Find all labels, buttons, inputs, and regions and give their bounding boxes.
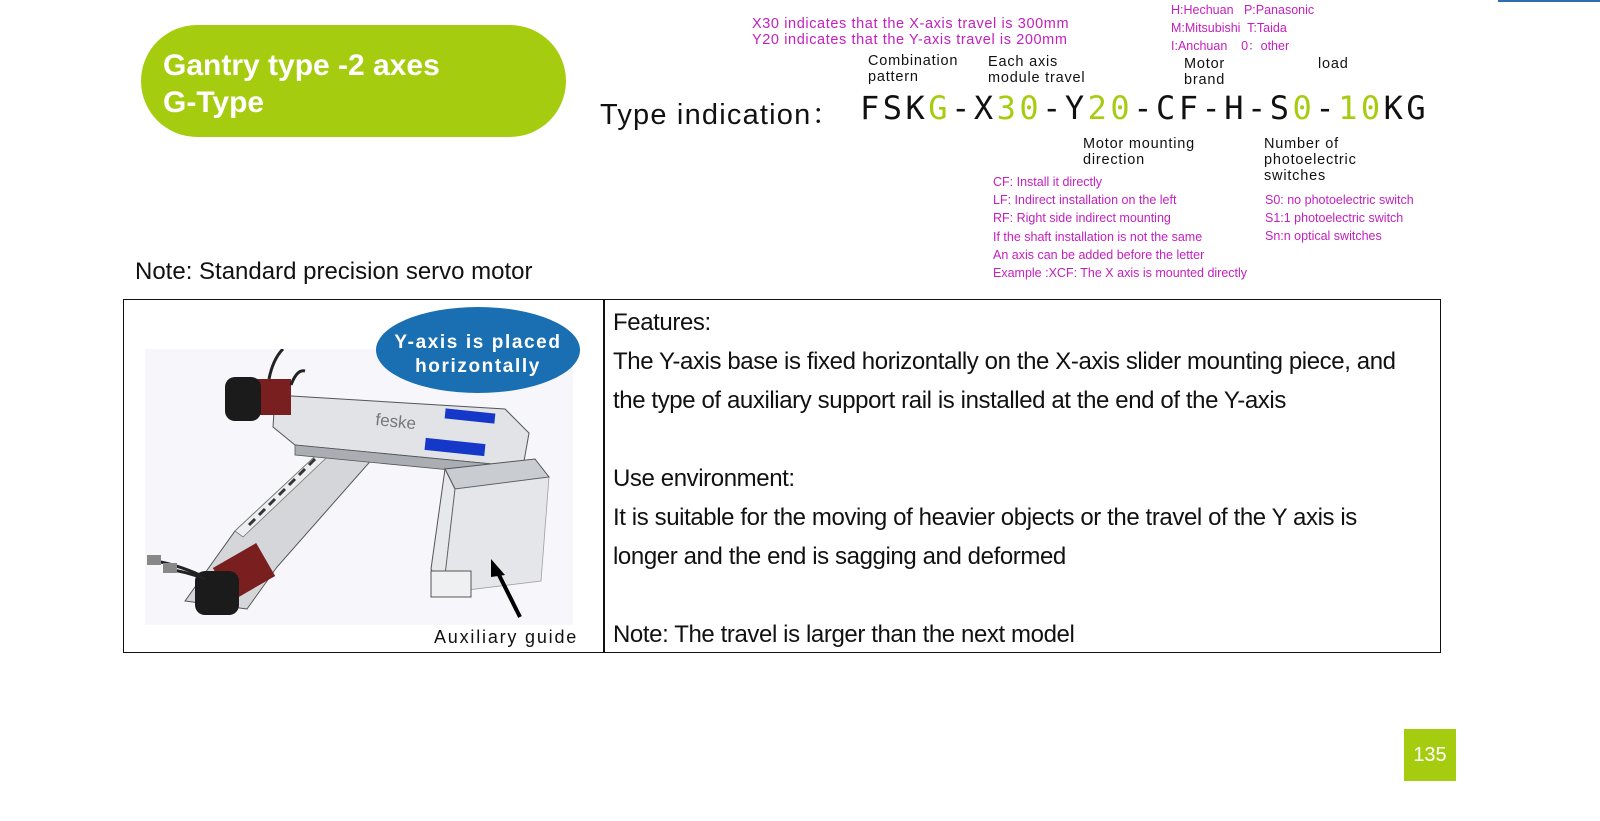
travel-note: Note: The travel is larger than the next model <box>613 621 1075 648</box>
code-part-pattern: G <box>928 89 952 127</box>
code-part-y: -Y <box>1042 89 1088 127</box>
axis-travel-label <box>988 54 1085 86</box>
code-part-x-travel: 30 <box>996 89 1043 127</box>
standard-motor-note: Note: Standard precision servo motor <box>135 258 533 285</box>
list-item: S1:1 photoelectric switch <box>1265 211 1404 226</box>
list-item: CF: Install it directly <box>993 175 1103 189</box>
environment-heading: Use environment: <box>613 465 795 492</box>
y-axis-callout <box>376 307 580 393</box>
brand-line-3: I:Anchuan 0：other <box>1171 39 1290 53</box>
list-item: S0: no photoelectric switch <box>1265 193 1414 207</box>
axis-travel-line2: module travel <box>988 70 1086 86</box>
table-divider <box>603 299 605 653</box>
code-part-dash: - <box>1315 89 1339 127</box>
features-line1: The Y-axis base is fixed horizontally on the X-axis slider mounting piece, and <box>613 348 1396 375</box>
axis-travel-line1: Each axis <box>988 54 1059 70</box>
combination-pattern-line2: pattern <box>868 69 919 85</box>
features-heading: Features: <box>613 309 711 336</box>
page-number: 135 <box>1404 729 1456 781</box>
type-indication-label: Type indication： <box>600 99 842 131</box>
list-item: If the shaft installation is not the same <box>993 229 1203 244</box>
list-item: An axis can be added before the letter <box>993 247 1205 262</box>
photo-switch-line1: Number of <box>1264 136 1339 152</box>
code-part-prefix: FSK <box>860 89 929 127</box>
load-label: load <box>1318 56 1349 72</box>
environment-line1: It is suitable for the moving of heavier objects or the travel of the Y axis is <box>613 504 1357 531</box>
code-part-mount-brand: -CF-H-S <box>1133 89 1293 127</box>
list-item: LF: Indirect installation on the left <box>993 193 1177 208</box>
travel-notes <box>752 16 1069 48</box>
brand-notes <box>1171 1 1314 55</box>
callout-line1: Y-axis is placed <box>394 332 562 353</box>
combination-pattern-label <box>868 53 958 85</box>
code-part-y-travel: 20 <box>1087 89 1134 127</box>
combination-pattern-line1: Combination <box>868 53 959 69</box>
photo-switch-line2: photoelectric <box>1264 152 1357 168</box>
title-line1: Gantry type -2 axes <box>163 49 440 82</box>
list-item: Sn:n optical switches <box>1265 229 1382 244</box>
callout-line2: horizontally <box>415 356 541 377</box>
photo-switch-options-list <box>1265 191 1414 246</box>
auxiliary-guide-label: Auxiliary guide <box>434 627 579 647</box>
motor-brand-label <box>1184 56 1225 88</box>
code-part-switch: 0 <box>1292 89 1316 127</box>
mounting-options-list <box>993 173 1247 282</box>
x-travel-note: X30 indicates that the X-axis travel is 300mm <box>752 16 1070 32</box>
photo-switch-line3: switches <box>1264 168 1326 184</box>
photo-switch-label <box>1264 136 1357 184</box>
motor-mounting-line2: direction <box>1083 152 1146 168</box>
environment-line2: longer and the end is sagging and deformed <box>613 543 1066 570</box>
motor-mounting-line1: Motor mounting <box>1083 136 1195 152</box>
title-line2: G-Type <box>163 86 265 119</box>
motor-mounting-label <box>1083 136 1195 168</box>
motor-brand-line2: brand <box>1184 72 1226 88</box>
list-item: Example :XCF: The X axis is mounted directly <box>993 266 1248 281</box>
code-part-unit: KG <box>1383 89 1430 127</box>
code-part-x: -X <box>951 89 997 127</box>
code-part-load: 10 <box>1338 89 1384 127</box>
motor-brand-line1: Motor <box>1184 56 1226 72</box>
illustration-brand-text: feske <box>374 410 417 434</box>
y-travel-note: Y20 indicates that the Y-axis travel is 200mm <box>752 32 1068 48</box>
features-line2: the type of auxiliary support rail is installed at the end of the Y-axis <box>613 387 1286 414</box>
title-badge <box>141 25 566 137</box>
list-item: RF: Right side indirect mounting <box>993 211 1171 226</box>
top-edge-line <box>1498 0 1600 2</box>
type-code <box>860 89 1429 127</box>
brand-line-1: H:Hechuan P:Panasonic <box>1171 3 1315 17</box>
brand-line-2: M:Mitsubishi T:Taida <box>1171 21 1287 35</box>
